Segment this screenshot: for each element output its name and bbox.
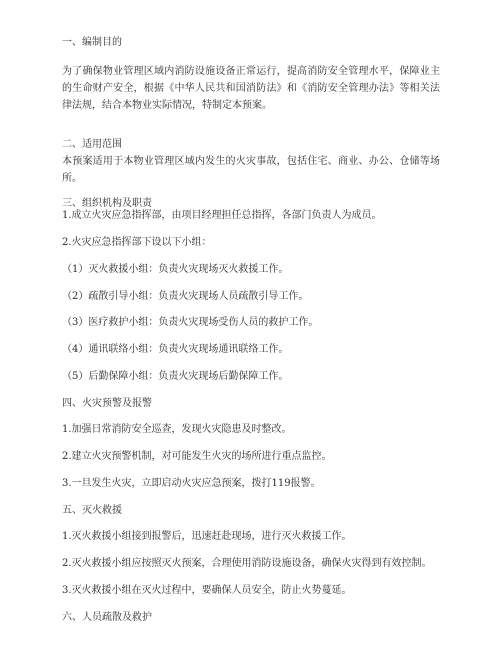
section-6-heading: 六、人员疏散及救护 (62, 612, 152, 623)
section-4-item-2: 2.建立火灾预警机制，对可能发生火灾的场所进行重点监控。 (62, 451, 332, 462)
section-1-body: 为了确保物业管理区域内消防设施设备正常运行，提高消防安全管理水平，保障业主的生命财产安全，根据《中华人民共和国消防法》和《消防安全管理办法》等相关法律法规，结合本物业实际情况，特制定本预案。 (62, 66, 440, 111)
section-5-item-3: 3.灭火救援小组在灭火过程中，要确保人员安全，防止火势蔓延。 (62, 585, 352, 596)
section-3-subitem-3: （3）医疗救护小组：负责火灾现场受伤人员的救护工作。 (62, 317, 319, 328)
section-4-item-3: 3.一旦发生火灾，立即启动火灾应急预案，拨打119报警。 (62, 478, 321, 489)
section-2-body: 本预案适用于本物业管理区域内发生的火灾事故，包括住宅、商业、办公、仓储等场所。 (62, 156, 440, 184)
section-3-heading: 三、组织机构及职责 (62, 198, 152, 209)
section-3-subitem-2: （2）疏散引导小组：负责火灾现场人员疏散引导工作。 (62, 291, 309, 302)
section-5-heading: 五、灭火救援 (62, 505, 122, 516)
section-1-heading: 一、编制目的 (62, 37, 122, 48)
section-5-item-1: 1.灭火救援小组接到报警后，迅速赶赴现场，进行灭火救援工作。 (62, 531, 352, 542)
section-5-item-2: 2.灭火救援小组应按照灭火预案，合理使用消防设施设备，确保火灾得到有效控制。 (62, 558, 432, 569)
section-3-item-1: 1.成立火灾应急指挥部，由项目经理担任总指挥，各部门负责人为成员。 (62, 210, 382, 221)
section-3-subitem-5: （5）后勤保障小组：负责火灾现场后勤保障工作。 (62, 371, 289, 382)
section-3-subitem-1: （1）灭火救援小组：负责火灾现场灭火救援工作。 (62, 264, 289, 275)
section-4-heading: 四、火灾预警及报警 (62, 398, 152, 409)
section-3-item-2: 2.火灾应急指挥部下设以下小组： (62, 237, 212, 248)
section-4-item-1: 1.加强日常消防安全巡查，发现火灾隐患及时整改。 (62, 424, 292, 435)
section-3-subitem-4: （4）通讯联络小组：负责火灾现场通讯联络工作。 (62, 344, 289, 355)
section-2-heading: 二、适用范围 (62, 139, 122, 150)
